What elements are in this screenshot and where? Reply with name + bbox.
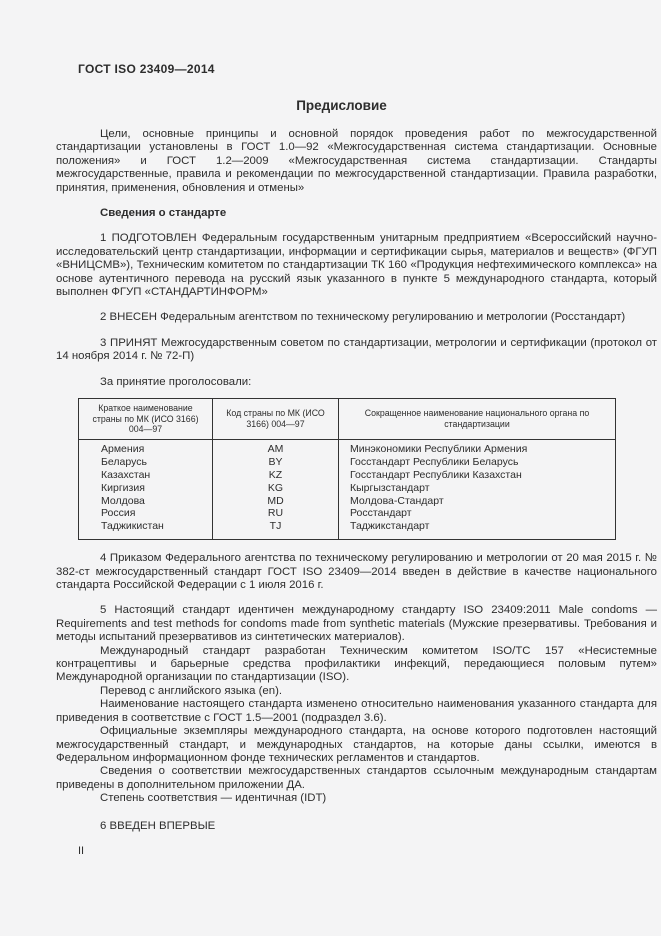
country-cell: Таджикистан bbox=[79, 520, 213, 539]
table-row bbox=[79, 482, 616, 495]
org-cell: Молдова-Стандарт bbox=[339, 495, 616, 508]
country-cell: Беларусь bbox=[79, 456, 213, 469]
foreword-intro: Цели, основные принципы и основной порядок проведения работ по межгосударственной стандартизации установлены в ГОСТ 1.0—92 «Межгосударственная система стандартизации. Основные положения» и ГОСТ 1.2—2009 «Межгосударственная система стандартизации. Стандарты межгосударственные, правила и рекомендации по межгосударственной стандартизации. Правила разработки, принятия, применения, обновления и отмены» bbox=[56, 128, 657, 194]
code-cell: BY bbox=[213, 456, 339, 469]
conformity-degree-note: Степень соответствия — идентичная (IDT) bbox=[100, 792, 327, 805]
page-number: II bbox=[78, 845, 85, 857]
code-cell: RU bbox=[213, 507, 339, 520]
country-cell: Киргизия bbox=[79, 482, 213, 495]
table-row bbox=[79, 469, 616, 482]
table-row bbox=[79, 495, 616, 508]
country-cell: Армения bbox=[79, 439, 213, 455]
table-row bbox=[79, 520, 616, 539]
developer-note: Международный стандарт разработан Техническим комитетом ISO/ТС 157 «Несистемные контрацептивы и барьерные средства профилактики инфекций, передающиеся половым путем» Международной организации по стандартизации (ISO). bbox=[56, 644, 657, 684]
org-cell: Госстандарт Республики Казахстан bbox=[339, 469, 616, 482]
table-row bbox=[79, 439, 616, 455]
org-cell: Таджикстандарт bbox=[339, 520, 616, 539]
national-body-header: Сокращенное наименование национального органа по стандартизации bbox=[339, 399, 616, 440]
adopted-item: 3 ПРИНЯТ Межгосударственным советом по стандартизации, метрологии и сертификации (протокол от 14 ноября 2014 г. № 72-П) bbox=[56, 336, 657, 363]
org-cell: Минэкономики Республики Армения bbox=[339, 439, 616, 455]
rename-note: Наименование настоящего стандарта изменено относительно наименования указанного стандарта для приведения в соответствие с ГОСТ 1.5—2001 (подраздел 3.6). bbox=[56, 698, 657, 724]
org-cell: Росстандарт bbox=[339, 507, 616, 520]
vote-table bbox=[78, 398, 616, 540]
code-cell: KZ bbox=[213, 469, 339, 482]
country-cell: Россия bbox=[79, 507, 213, 520]
reference-info-note: Сведения о соответствии межгосударственных стандартов ссылочным международным стандартам приведены в дополнительном приложении ДА. bbox=[56, 765, 657, 791]
country-code-header: Код страны по МК (ИСО 3166) 004—97 bbox=[213, 399, 339, 440]
code-cell: MD bbox=[213, 495, 339, 508]
code-cell: KG bbox=[213, 482, 339, 495]
translation-note: Перевод с английского языка (en). bbox=[100, 684, 283, 697]
prepared-item: 1 ПОДГОТОВЛЕН Федеральным государственным унитарным предприятием «Всероссийский научно-исследовательский центр стандартизации, информации и сертификации сырья, материалов и веществ» (ФГУП «ВНИЦСМВ»), Техническим комитетом по стандартизации ТК 160 «Продукция нефтехимического комплекса» на основе аутентичного перевода на русский язык указанного в пункте 5 международного стандарта, который выполнен ФГУП «СТАНДАРТИНФОРМ» bbox=[56, 232, 657, 299]
first-introduced-item: 6 ВВЕДЕН ВПЕРВЫЕ bbox=[100, 819, 216, 832]
code-cell: AM bbox=[213, 439, 339, 455]
country-cell: Казахстан bbox=[79, 469, 213, 482]
table-row bbox=[79, 456, 616, 469]
order-item: 4 Приказом Федерального агентства по техническому регулированию и метрологии от 20 мая 2015 г. № 382-ст межгосударственный стандарт ГОСТ ISO 23409—2014 введен в действие в качестве национального стандарта Российской Федерации с 1 июля 2016 г. bbox=[56, 552, 657, 592]
code-cell: TJ bbox=[213, 520, 339, 539]
vote-table-header bbox=[79, 399, 616, 440]
org-cell: Кыргызстандарт bbox=[339, 482, 616, 495]
country-cell: Молдова bbox=[79, 495, 213, 508]
page-title: Предисловие bbox=[296, 98, 387, 113]
submitted-item: 2 ВНЕСЕН Федеральным агентством по техническому регулированию и метрологии (Росстандарт) bbox=[100, 311, 626, 324]
org-cell: Госстандарт Республики Беларусь bbox=[339, 456, 616, 469]
table-row bbox=[79, 507, 616, 520]
official-copies-note: Официальные экземпляры международного стандарта, на основе которого подготовлен настоящий межгосударственный стандарт, и международных стандартов, на которые даны ссылки, имеются в Федеральном информационном фонде технических регламентов и стандартов. bbox=[56, 725, 657, 764]
identity-item: 5 Настоящий стандарт идентичен международному стандарту ISO 23409:2011 Male condoms — Requirements and test methods for condoms made from synthetic materials (Мужские презервативы. Требования и методы испытаний презервативов из синтетических материалов). bbox=[56, 604, 657, 644]
vote-caption: За принятие проголосовали: bbox=[100, 375, 252, 388]
standard-info-heading: Сведения о стандарте bbox=[100, 207, 227, 220]
country-name-header: Краткое наименование страны по МК (ИСО 3166) 004—97 bbox=[79, 399, 213, 440]
running-header: ГОСТ ISO 23409—2014 bbox=[78, 62, 215, 76]
foreword-body bbox=[56, 98, 657, 833]
